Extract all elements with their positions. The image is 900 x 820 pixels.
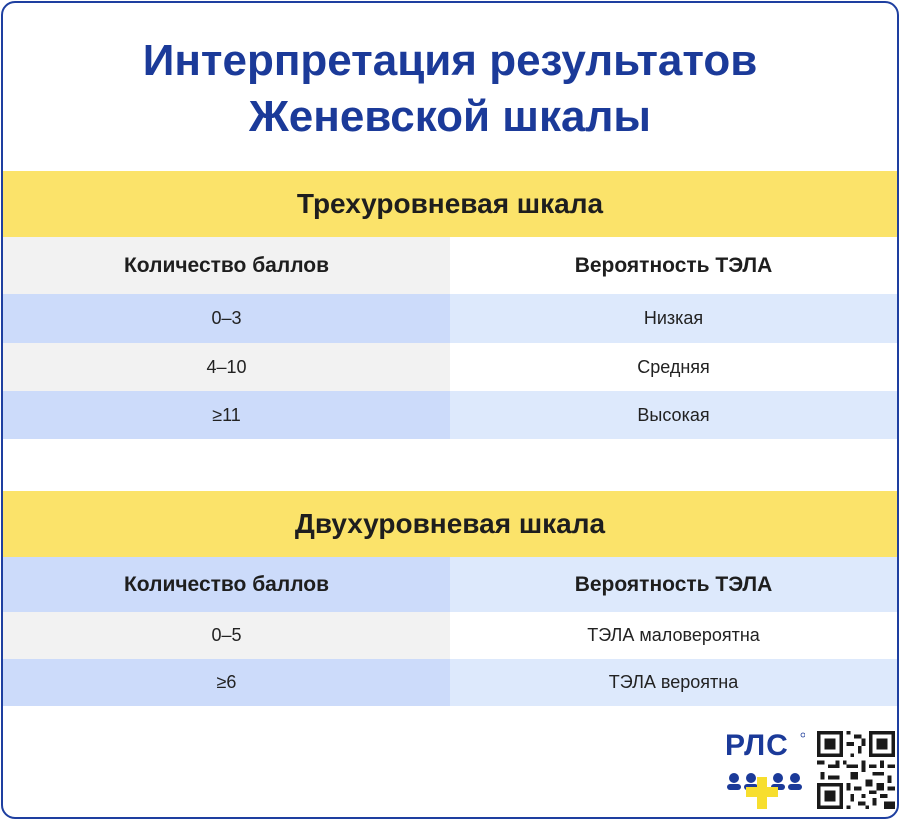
title-line-2: Женевской шкалы [249, 92, 651, 141]
points-cell: ≥11 [3, 391, 450, 439]
probability-cell: ТЭЛА маловероятна [450, 612, 897, 659]
column-header-probability: Вероятность ТЭЛА [450, 237, 897, 294]
title-line-1: Интерпретация результатов [142, 36, 758, 85]
two-level-heading: Двухуровневая шкала [3, 491, 897, 557]
probability-cell: Высокая [450, 391, 897, 439]
table-row [3, 659, 897, 706]
logo-figures-icon [725, 729, 805, 809]
two-level-header-row [3, 557, 897, 612]
points-cell: 4–10 [3, 343, 450, 391]
table-row [3, 294, 897, 343]
points-cell: ≥6 [3, 659, 450, 706]
page-title [3, 33, 897, 145]
qr-code-icon [817, 731, 895, 809]
rls-logo [725, 729, 805, 809]
column-header-points: Количество баллов [3, 557, 450, 612]
points-cell: 0–3 [3, 294, 450, 343]
column-header-points: Количество баллов [3, 237, 450, 294]
three-level-heading: Трехуровневая шкала [3, 171, 897, 237]
table-row [3, 612, 897, 659]
table-row [3, 391, 897, 439]
probability-cell: ТЭЛА вероятна [450, 659, 897, 706]
logo-text: РЛС [725, 729, 789, 762]
column-header-probability: Вероятность ТЭЛА [450, 557, 897, 612]
probability-cell: Низкая [450, 294, 897, 343]
infographic-card [1, 1, 899, 819]
table-row [3, 343, 897, 391]
probability-cell: Средняя [450, 343, 897, 391]
three-level-header-row [3, 237, 897, 294]
points-cell: 0–5 [3, 612, 450, 659]
